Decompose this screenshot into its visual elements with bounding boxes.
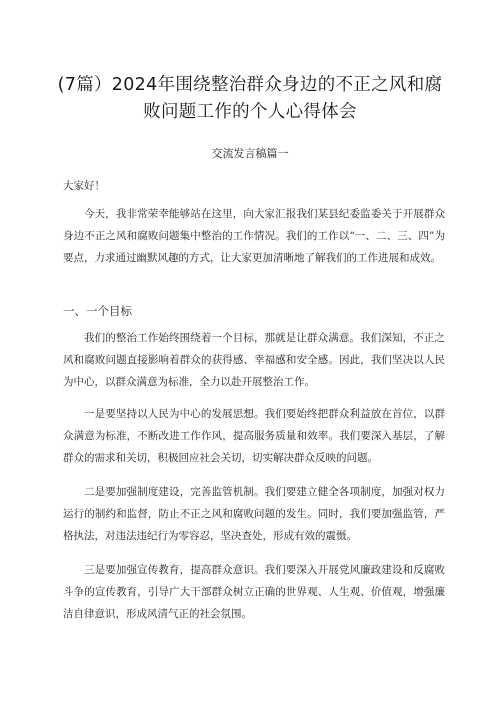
paragraph: 二是要加强制度建设，完善监管机制。我们要建立健全各项制度，加强对权力运行的制约和监督，防止不正之风和腐败问题的发生。同时，我们要加强监管，严格执法，对违法违纪行为零容忍，坚决查处，形成有效的震慑。 bbox=[63, 486, 445, 542]
section-heading: 一、一个目标 bbox=[63, 304, 132, 318]
intro-paragraph: 今天，我非常荣幸能够站在这里，向大家汇报我们某县纪委监委关于开展群众身边不正之风和腐败问题集中整治的工作情况。我们的工作以“一、二、三、四”为要点，力求通过幽默风趣的方式，让大家更加清晰地了解我们的工作进展和成效。 bbox=[63, 208, 445, 264]
paragraph: 我们的整治工作始终围绕着一个目标，那就是让群众满意。我们深知，不正之风和腐败问题直接影响着群众的获得感、幸福感和安全感。因此，我们坚决以人民为中心，以群众满意为标准，全力以赴开展整治工作。 bbox=[63, 332, 445, 388]
greeting: 大家好！ bbox=[63, 180, 105, 192]
document-title bbox=[40, 72, 460, 126]
title-line-1: (7篇）2024年围绕整治群众身边的不正之风和腐 bbox=[57, 75, 443, 95]
document-subtitle: 交流发言稿篇一 bbox=[211, 147, 289, 160]
title-line-2: 败问题工作的个人心得体会 bbox=[143, 102, 357, 122]
paragraph: 三是要加强宣传教育，提高群众意识。我们要深入开展党风廉政建设和反腐败斗争的宣传教育，引导广大干部群众树立正确的世界观、人生观、价值观，增强廉洁自律意识，形成风清气正的社会氛围。 bbox=[63, 564, 445, 620]
paragraph: 一是要坚持以人民为中心的发展思想。我们要始终把群众利益放在首位，以群众满意为标准，不断改进工作作风，提高服务质量和效率。我们要深入基层，了解群众的需求和关切，积极回应社会关切，切实解决群众反映的问题。 bbox=[63, 408, 445, 464]
